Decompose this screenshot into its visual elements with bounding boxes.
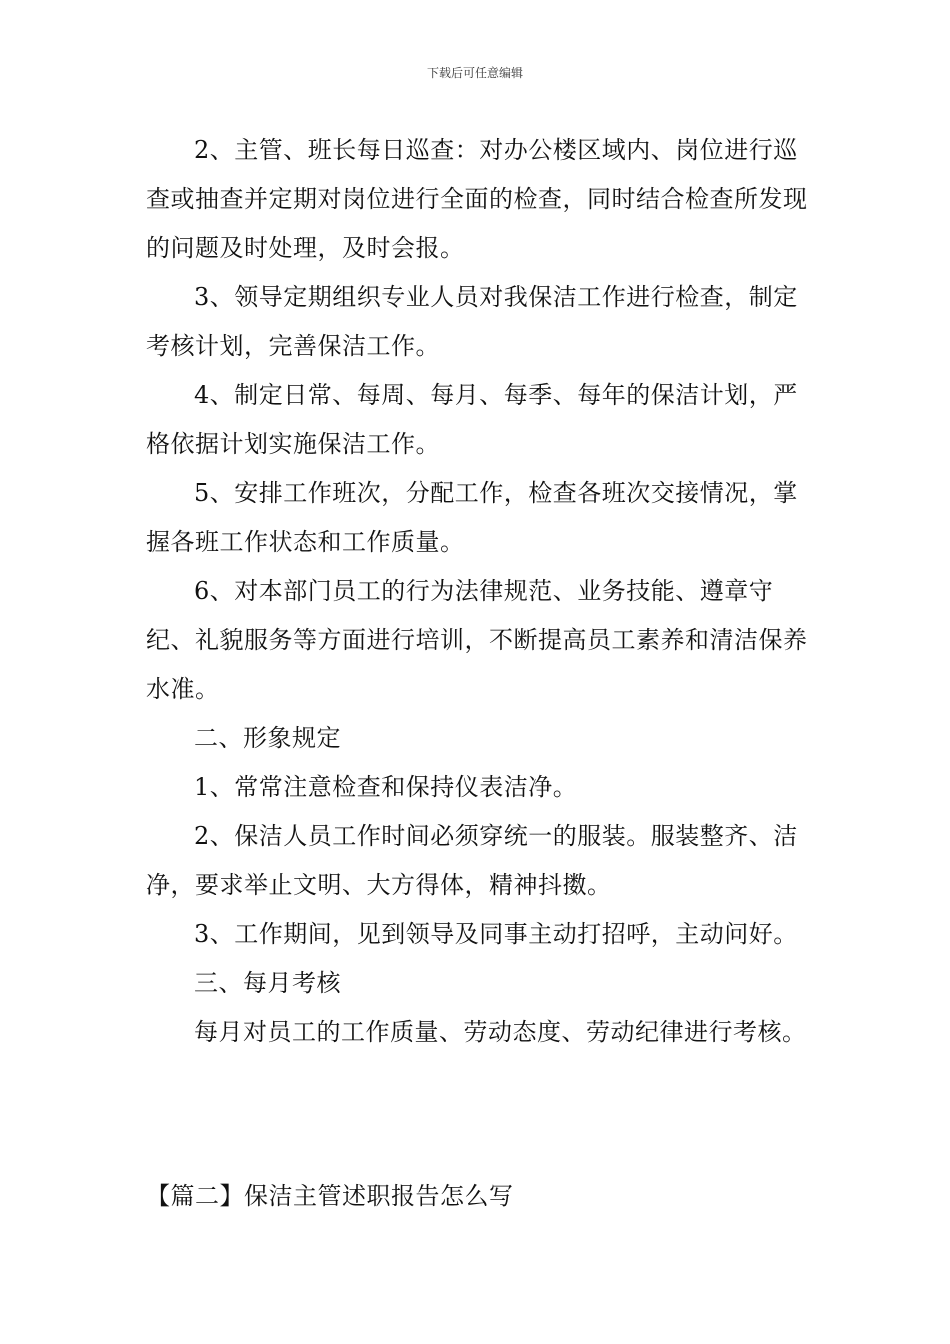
paragraph-appearance: 1、常常注意检查和保持仪表洁净。: [194, 773, 578, 801]
paragraph-shift-arrangement: 5、安排工作班次，分配工作，检查各班次交接情况，掌握各班工作状态和工作质量。: [146, 479, 798, 556]
paragraph-daily-inspection: 2、主管、班长每日巡查：对办公楼区域内、岗位进行巡查或抽查并定期对岗位进行全面的检查，同时结合检查所发现的问题及时处理，及时会报。: [146, 136, 808, 262]
heading-monthly-assessment: 三、每月考核: [194, 969, 341, 997]
paragraph-assessment: 每月对员工的工作质量、劳动态度、劳动纪律进行考核。: [194, 1018, 807, 1046]
paragraph-cleaning-plan: 4、制定日常、每周、每月、每季、每年的保洁计划，严格依据计划实施保洁工作。: [146, 381, 798, 458]
document-body: [146, 126, 810, 1057]
heading-image-rules: 二、形象规定: [194, 724, 341, 752]
paragraph-uniform: 2、保洁人员工作时间必须穿统一的服装。服装整齐、洁净，要求举止文明、大方得体，精神抖擞。: [146, 822, 798, 899]
paragraph-staff-training: 6、对本部门员工的行为法律规范、业务技能、遵章守纪、礼貌服务等方面进行培训，不断提高员工素养和清洁保养水准。: [146, 577, 808, 703]
paragraph-greeting: 3、工作期间，见到领导及同事主动打招呼，主动问好。: [194, 920, 798, 948]
page-header: 下载后可任意编辑: [426, 66, 523, 80]
paragraph-leadership-review: 3、领导定期组织专业人员对我保洁工作进行检查，制定考核计划，完善保洁工作。: [146, 283, 798, 360]
section-title-part-two: 【篇二】保洁主管述职报告怎么写: [146, 1182, 514, 1210]
